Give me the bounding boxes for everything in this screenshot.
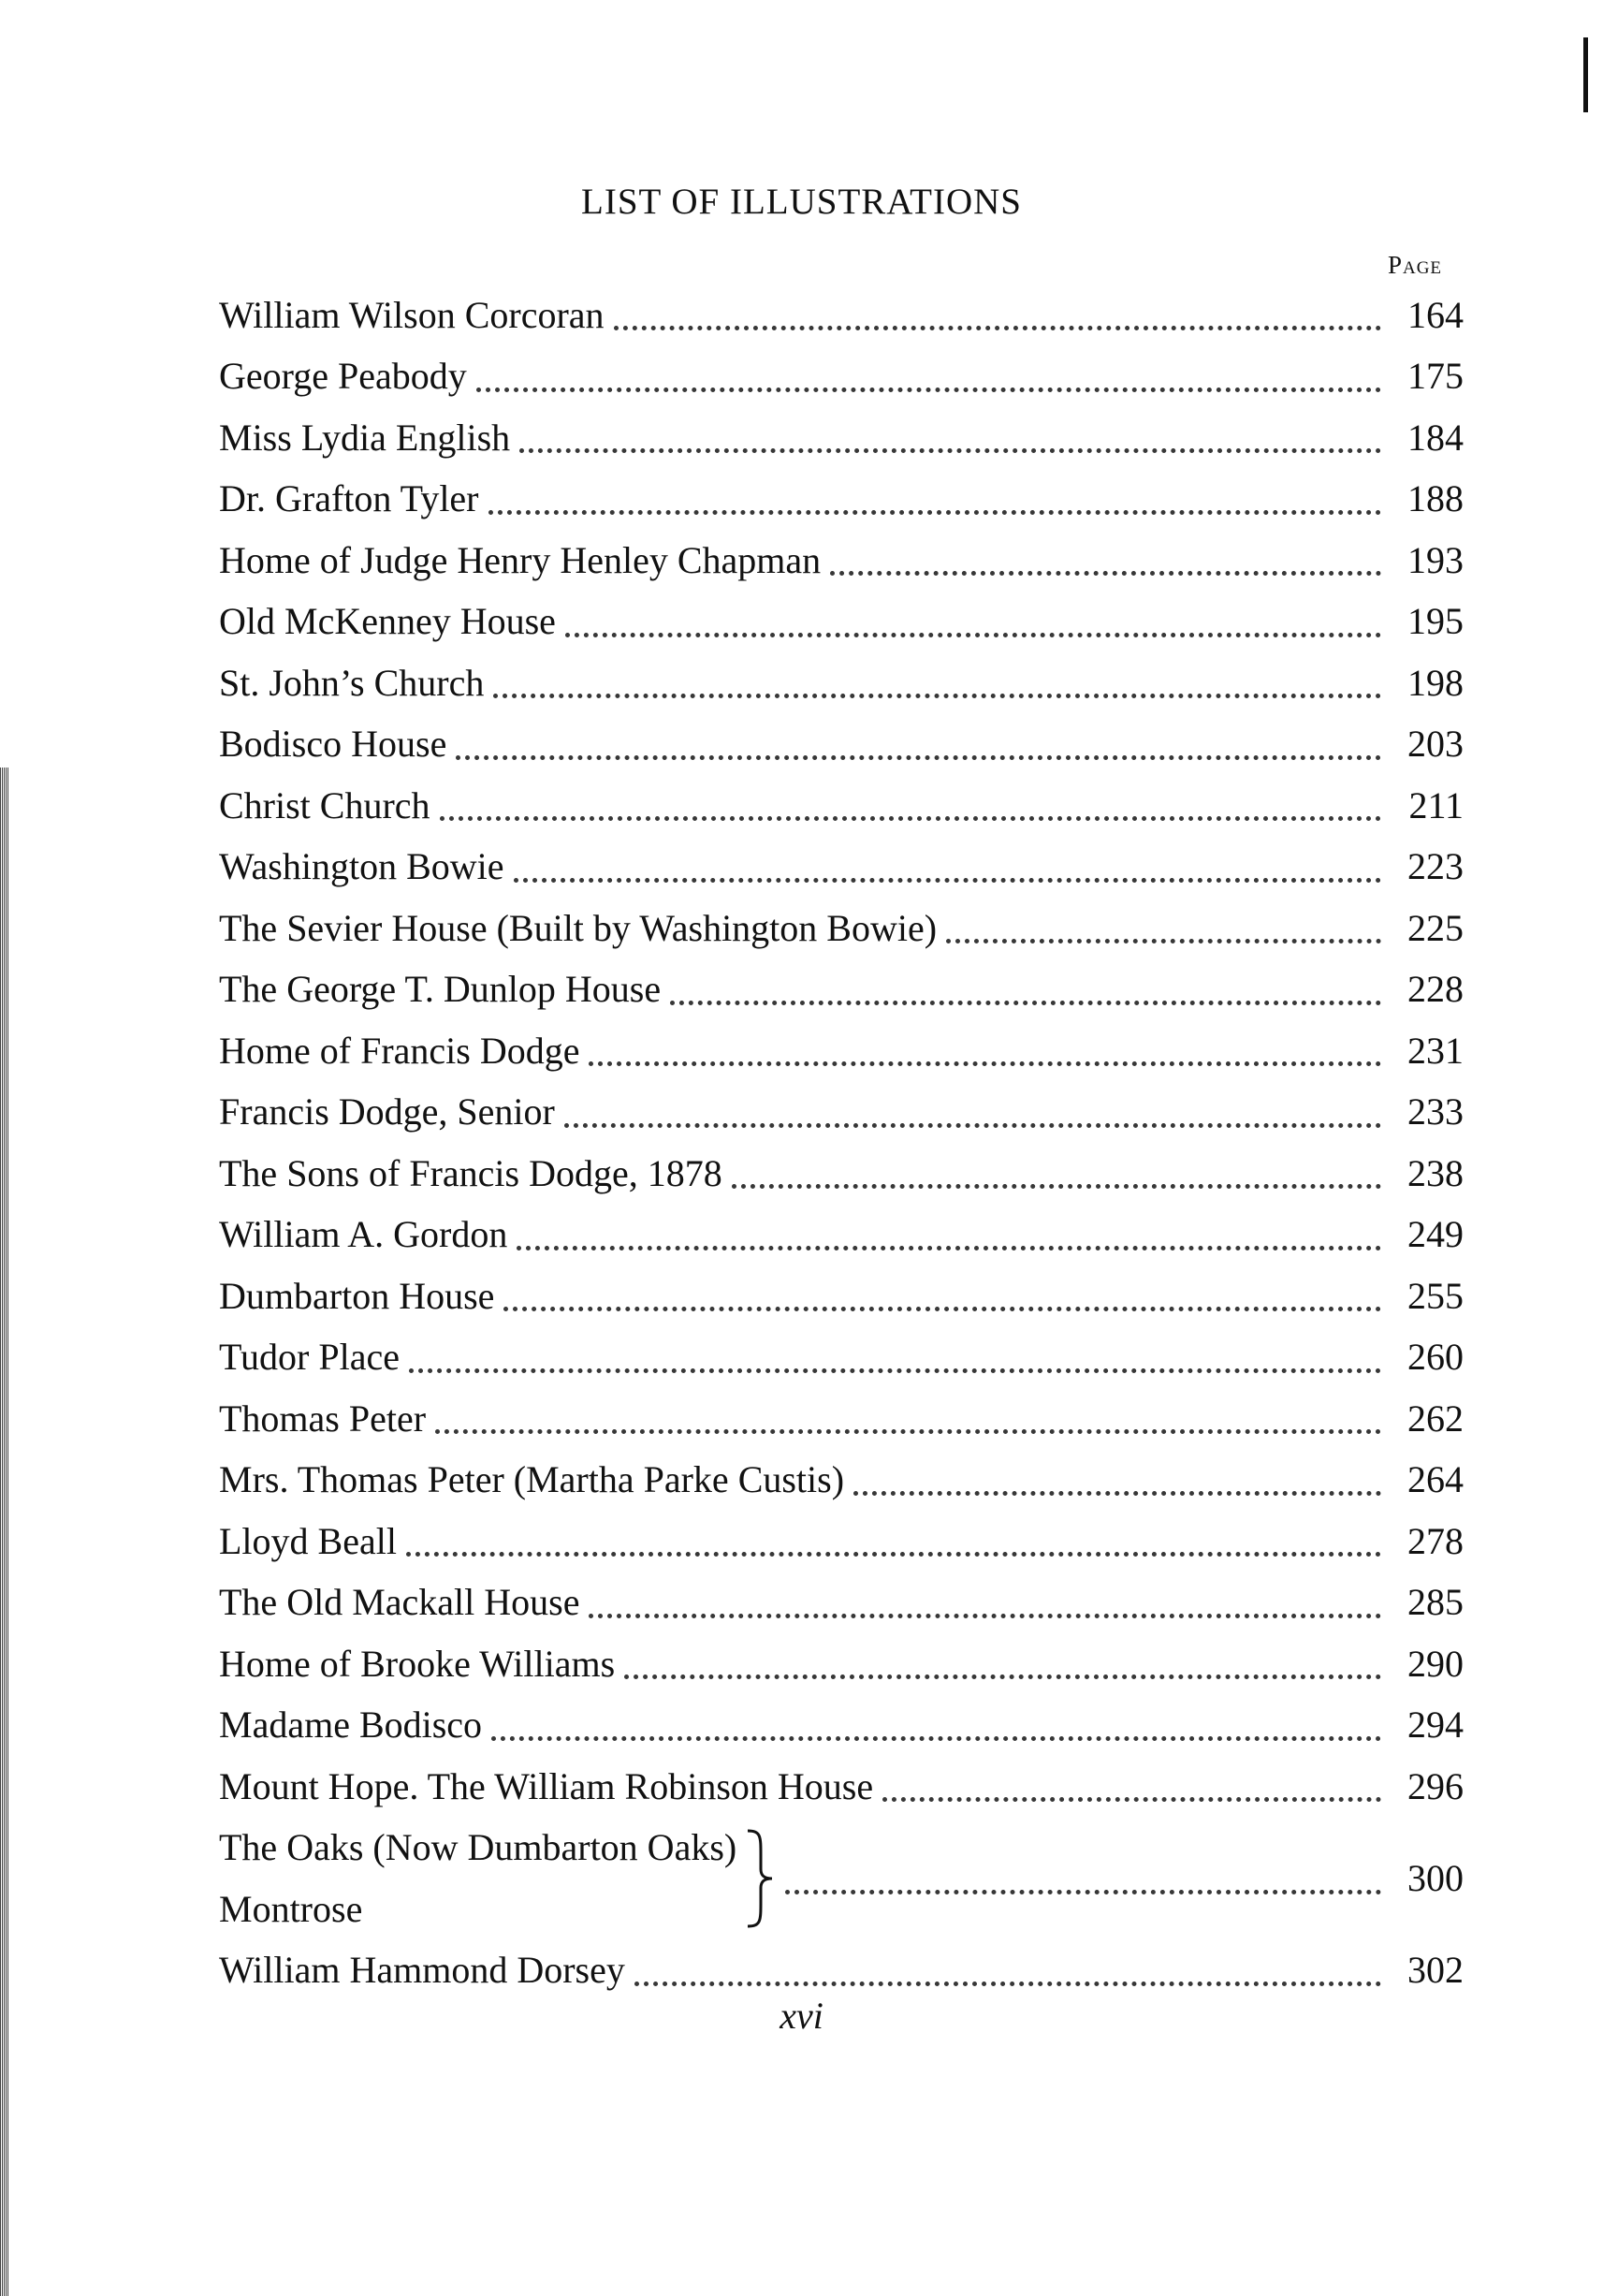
entry-label: George Peabody <box>219 355 467 398</box>
dot-leader <box>634 1982 1381 1986</box>
list-item <box>219 1940 1464 2002</box>
dot-leader <box>882 1797 1381 1802</box>
entry-label: Bodisco House <box>219 723 447 766</box>
entry-label: The Sevier House (Built by Washington Bowie) <box>219 906 938 949</box>
list-item <box>219 652 1464 714</box>
entry-label: Tudor Place <box>219 1336 400 1379</box>
entry-page-number: 203 <box>1407 723 1464 766</box>
entry-page-number: 184 <box>1407 416 1464 459</box>
dot-leader <box>589 1614 1381 1618</box>
entry-page-number: 285 <box>1407 1581 1464 1624</box>
entry-label: Thomas Peter <box>219 1397 427 1440</box>
entry-label: Madame Bodisco <box>219 1704 483 1747</box>
entry-page-number: 164 <box>1407 293 1464 336</box>
dot-leader <box>503 1307 1381 1311</box>
entry-page-number: 195 <box>1407 600 1464 643</box>
entry-label: William Hammond Dorsey <box>219 1949 625 1992</box>
entry-label: Dr. Grafton Tyler <box>219 477 479 520</box>
entry-label: Christ Church <box>219 783 430 826</box>
entry-page-number: 233 <box>1407 1090 1464 1133</box>
page-title: LIST OF ILLUSTRATIONS <box>581 182 1022 222</box>
entry-label: William A. Gordon <box>219 1213 508 1256</box>
list-item <box>219 1450 1464 1512</box>
scan-edge-artifact <box>0 768 9 2296</box>
entry-label: Home of Francis Dodge <box>219 1029 580 1072</box>
dot-leader <box>614 326 1381 330</box>
dot-leader <box>488 510 1382 515</box>
dot-leader <box>517 1246 1381 1250</box>
scan-mark-artifact <box>1583 37 1588 112</box>
dot-leader <box>514 878 1381 883</box>
list-item <box>219 1082 1464 1144</box>
entry-label: Old McKenney House <box>219 600 556 643</box>
entry-label: The Sons of Francis Dodge, 1878 <box>219 1151 722 1194</box>
entry-label: Washington Bowie <box>219 845 504 888</box>
dot-leader <box>732 1184 1381 1189</box>
list-item <box>219 1695 1464 1757</box>
dot-leader <box>830 571 1381 576</box>
dot-leader <box>440 816 1381 821</box>
dot-leader <box>493 694 1381 698</box>
dot-leader <box>670 1001 1381 1005</box>
entry-page-number: 231 <box>1407 1029 1464 1072</box>
dot-leader <box>946 939 1381 943</box>
list-item <box>219 837 1464 899</box>
entry-page-number: 211 <box>1408 783 1464 826</box>
entry-label: Dumbarton House <box>219 1274 495 1317</box>
list-item <box>219 1205 1464 1266</box>
grouped-list-item <box>219 1818 1464 1940</box>
entry-label: Home of Brooke Williams <box>219 1642 616 1685</box>
dot-leader <box>624 1674 1381 1679</box>
list-item <box>219 1143 1464 1205</box>
dot-leader <box>589 1061 1381 1066</box>
list-item <box>219 469 1464 531</box>
entry-label: The Old Mackall House <box>219 1581 580 1624</box>
entry-page-number: 255 <box>1407 1274 1464 1317</box>
entry-page-number: 278 <box>1407 1519 1464 1562</box>
entry-page-number: 223 <box>1407 845 1464 888</box>
entry-label: William Wilson Corcoran <box>219 293 605 336</box>
list-item <box>219 959 1464 1021</box>
entry-label: St. John’s Church <box>219 661 485 704</box>
dot-leader <box>456 755 1381 760</box>
list-item <box>219 592 1464 653</box>
entry-page-number: 260 <box>1407 1336 1464 1379</box>
entry-page-number: 264 <box>1407 1458 1464 1501</box>
entry-page-number: 228 <box>1407 968 1464 1011</box>
entry-page-number: 238 <box>1407 1151 1464 1194</box>
list-item <box>219 407 1464 469</box>
entry-page-number: 188 <box>1407 477 1464 520</box>
list-item <box>219 1020 1464 1082</box>
list-item <box>219 714 1464 776</box>
dot-leader <box>491 1736 1381 1741</box>
entry-label: The Oaks (Now Dumbarton Oaks) <box>219 1826 737 1869</box>
entry-page-number: 262 <box>1407 1397 1464 1440</box>
dot-leader <box>409 1368 1381 1373</box>
dot-leader <box>519 448 1381 453</box>
entry-label: Mount Hope. The William Robinson House <box>219 1764 874 1807</box>
grouped-labels <box>219 1818 736 1940</box>
list-item <box>219 1511 1464 1572</box>
list-item <box>219 1572 1464 1634</box>
list-item <box>219 1265 1464 1327</box>
entry-label: Francis Dodge, Senior <box>219 1090 555 1133</box>
right-brace-icon <box>742 1827 776 1930</box>
dot-leader <box>853 1491 1381 1496</box>
entry-page-number: 225 <box>1407 906 1464 949</box>
list-item <box>219 1388 1464 1450</box>
entry-page-number: 249 <box>1407 1213 1464 1256</box>
entry-label: Lloyd Beall <box>219 1519 397 1562</box>
entry-page-number: 296 <box>1407 1764 1464 1807</box>
dot-leader <box>435 1429 1381 1434</box>
entry-page-number: 290 <box>1407 1642 1464 1685</box>
page-folio: xvi <box>780 1995 823 2037</box>
list-item <box>219 285 1464 346</box>
list-item <box>219 530 1464 592</box>
entry-label: The George T. Dunlop House <box>219 968 662 1011</box>
illustrations-list <box>219 285 1464 2001</box>
entry-label: Miss Lydia English <box>219 416 511 459</box>
page-column-header: Page <box>1387 251 1443 279</box>
dot-leader <box>785 1890 1381 1894</box>
list-item <box>219 1327 1464 1389</box>
entry-page-number: 300 <box>1407 1857 1464 1899</box>
list-item <box>219 775 1464 837</box>
entry-page-number: 294 <box>1407 1704 1464 1747</box>
entry-page-number: 175 <box>1407 355 1464 398</box>
dot-leader <box>565 633 1381 637</box>
list-item <box>219 898 1464 959</box>
dot-leader <box>564 1123 1381 1128</box>
entry-page-number: 302 <box>1407 1949 1464 1992</box>
entry-label: Home of Judge Henry Henley Chapman <box>219 538 822 581</box>
dot-leader <box>476 388 1381 392</box>
list-item <box>219 1633 1464 1695</box>
list-item <box>219 1756 1464 1818</box>
entry-page-number: 198 <box>1407 661 1464 704</box>
list-item <box>219 346 1464 408</box>
entry-label: Mrs. Thomas Peter (Martha Parke Custis) <box>219 1458 845 1501</box>
entry-label: Montrose <box>219 1887 363 1930</box>
dot-leader <box>406 1552 1381 1557</box>
entry-page-number: 193 <box>1407 538 1464 581</box>
